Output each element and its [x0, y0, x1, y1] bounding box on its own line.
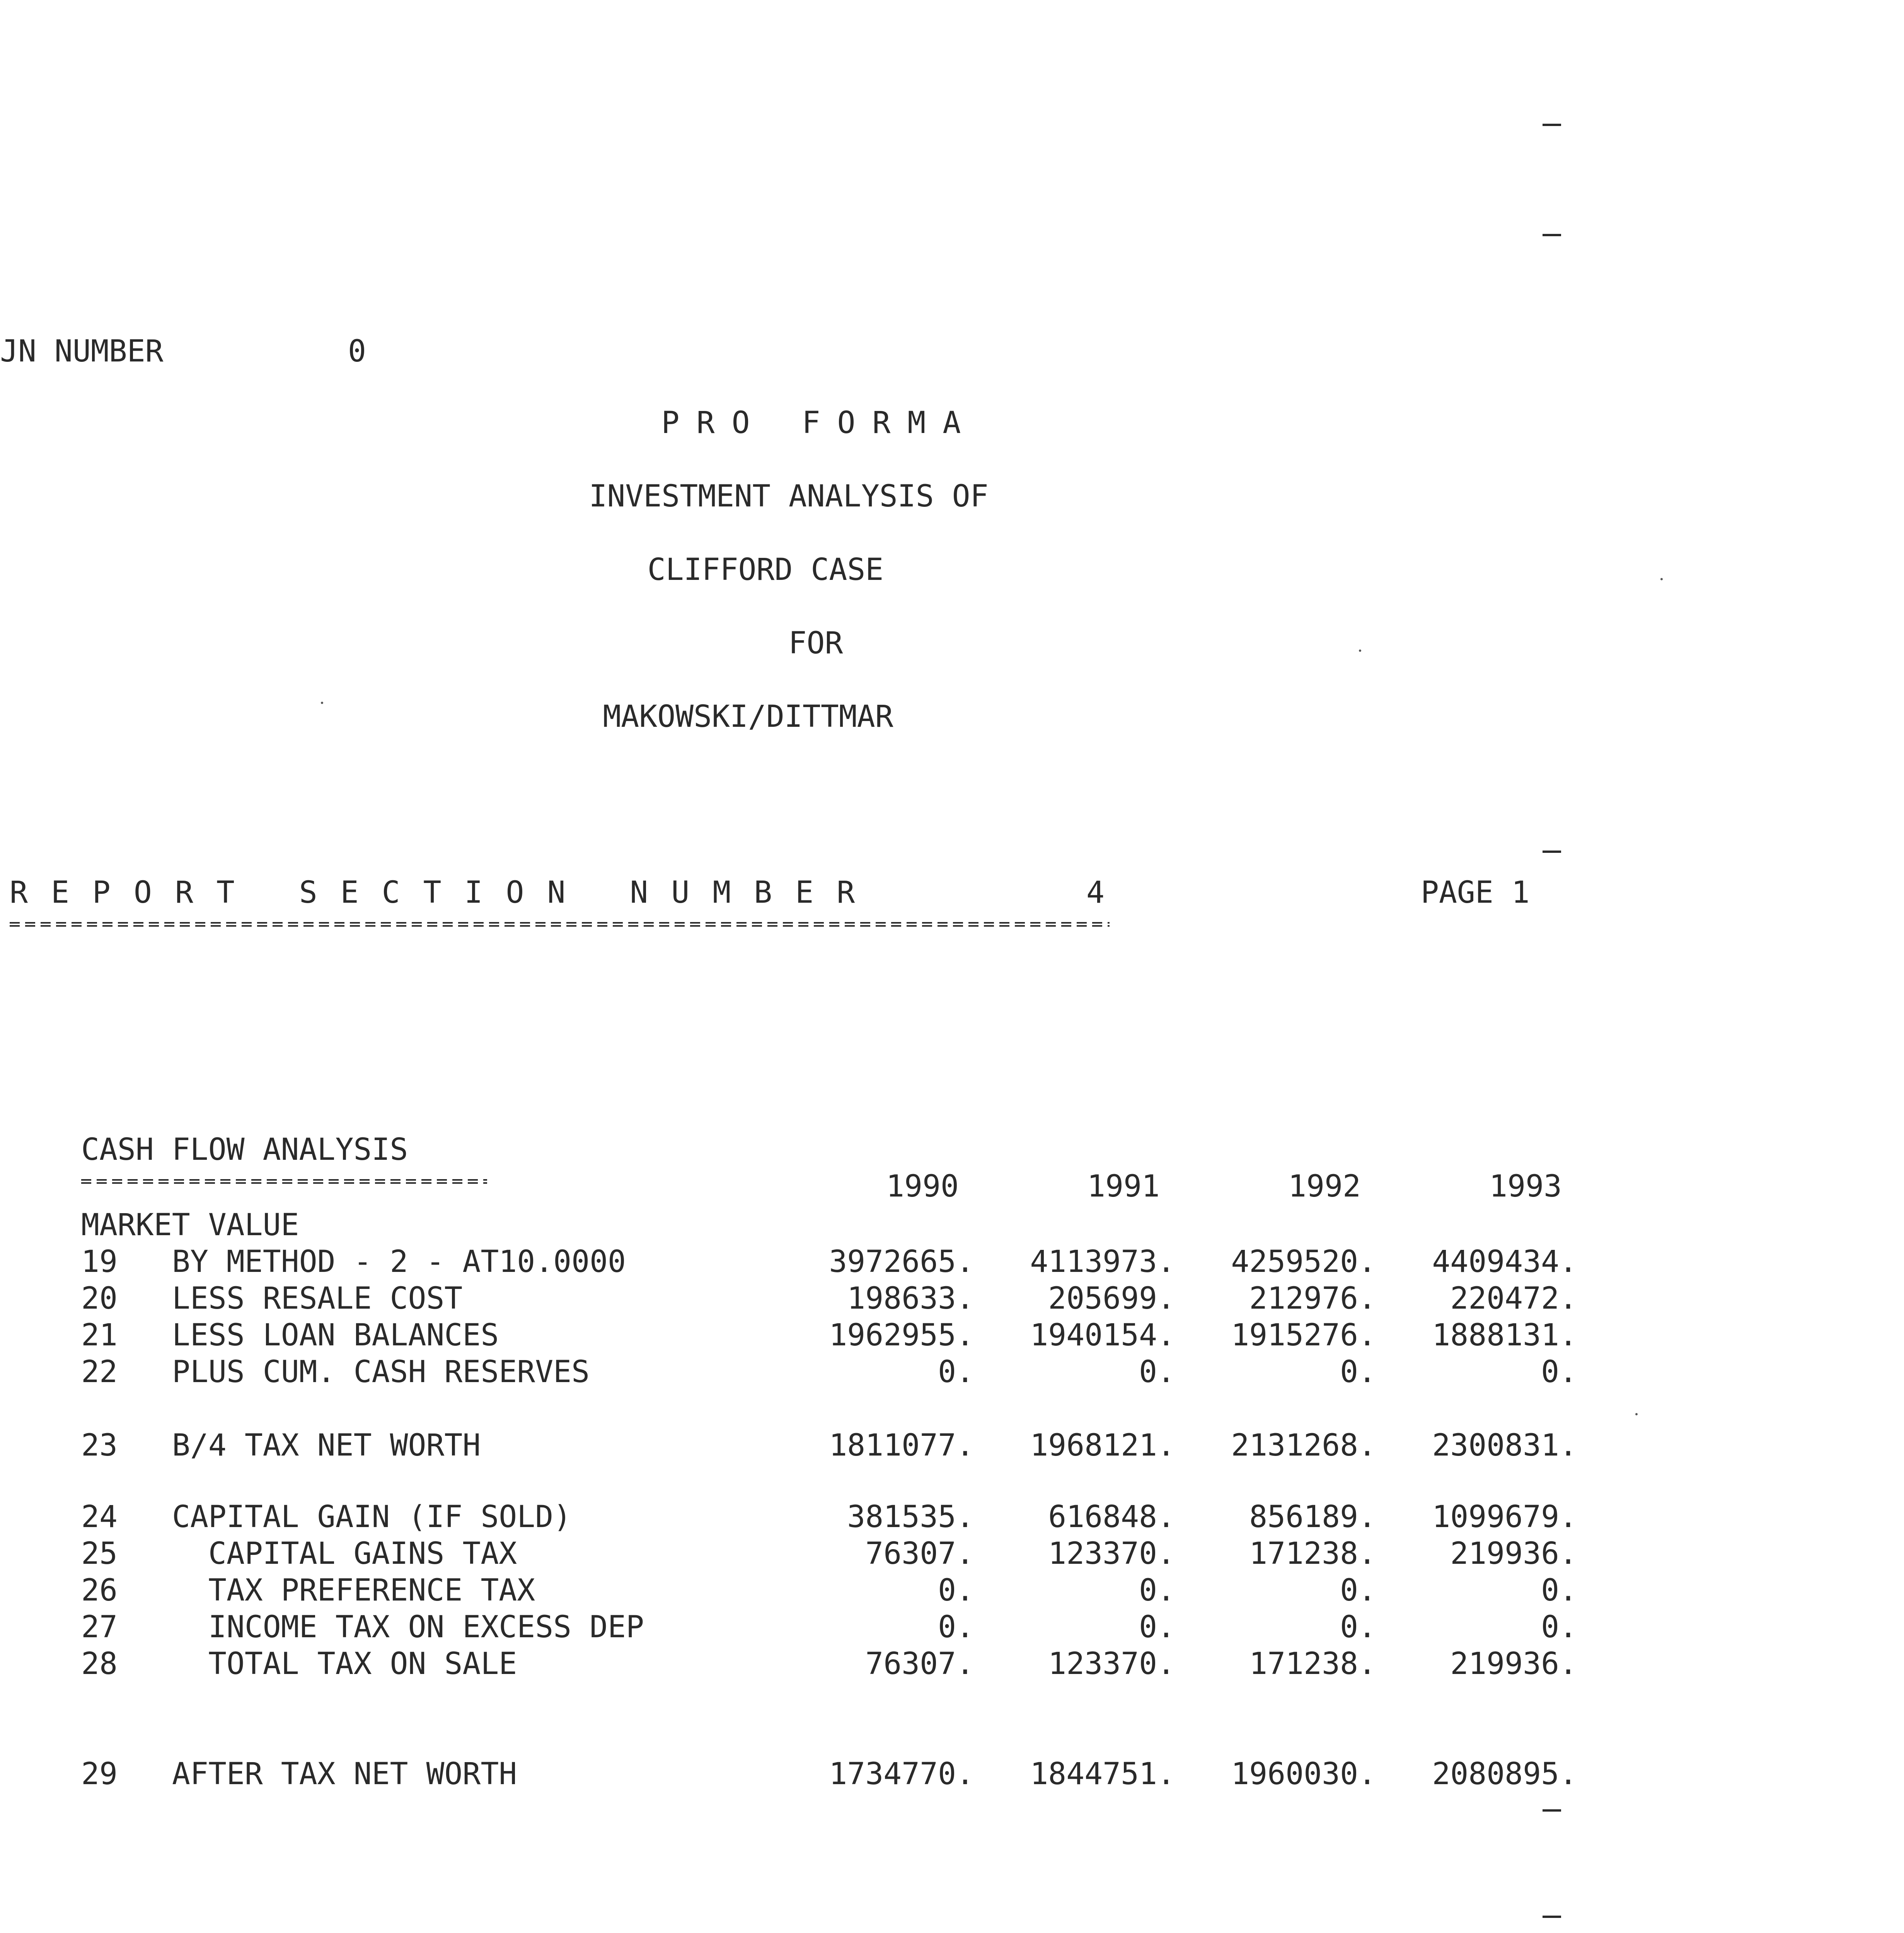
speck	[1635, 1413, 1638, 1415]
row-label: INCOME TAX ON EXCESS DEP	[172, 1610, 644, 1645]
table-cell: 0.	[938, 1355, 974, 1389]
table-cell: 2300831.	[1432, 1428, 1577, 1463]
row-label: B/4 TAX NET WORTH	[172, 1428, 481, 1463]
row-label: AFTER TAX NET WORTH	[172, 1757, 517, 1792]
table-title: CASH FLOW ANALYSIS	[81, 1132, 408, 1167]
run-number-label: JN NUMBER	[0, 334, 164, 369]
row-number: 29	[81, 1757, 118, 1792]
table-cell: 0.	[938, 1573, 974, 1608]
table-cell: 123370.	[1048, 1536, 1175, 1571]
row-label: LESS LOAN BALANCES	[172, 1318, 499, 1353]
table-cell: 0.	[1139, 1573, 1175, 1608]
table-cell: 171238.	[1249, 1647, 1376, 1681]
table-cell: 0.	[1541, 1573, 1577, 1608]
table-cell: 198633.	[847, 1281, 974, 1316]
row-number: 27	[81, 1610, 118, 1645]
table-cell: 2080895.	[1432, 1757, 1577, 1792]
table-cell: 219936.	[1450, 1536, 1577, 1571]
row-label: CAPITAL GAIN (IF SOLD)	[172, 1500, 572, 1534]
column-header-1992: 1992	[1288, 1169, 1361, 1204]
table-cell: 219936.	[1450, 1647, 1577, 1681]
speck	[1660, 578, 1663, 580]
table-cell: 0.	[1541, 1610, 1577, 1645]
table-cell: 76307.	[865, 1536, 974, 1571]
preparer-name: MAKOWSKI/DITTMAR	[603, 699, 893, 734]
table-cell: 381535.	[847, 1500, 974, 1534]
speck	[321, 702, 323, 704]
table-cell: 1940154.	[1030, 1318, 1175, 1353]
row-number: 26	[81, 1573, 118, 1608]
margin-dash	[1543, 1809, 1561, 1812]
table-cell: 3972665.	[829, 1244, 974, 1279]
table-cell: 4113973.	[1030, 1244, 1175, 1279]
table-cell: 0.	[1139, 1610, 1175, 1645]
for-label: FOR	[788, 626, 843, 661]
column-header-1991: 1991	[1087, 1169, 1160, 1204]
report-title: PRO FORMA	[661, 406, 978, 440]
row-number: 22	[81, 1355, 118, 1389]
table-title-underline	[81, 1179, 487, 1185]
margin-dash	[1543, 1916, 1561, 1918]
table-cell: 0.	[1139, 1355, 1175, 1389]
table-cell: 1968121.	[1030, 1428, 1175, 1463]
report-section-label: REPORT SECTION NUMBER	[10, 875, 878, 910]
row-label: LESS RESALE COST	[172, 1281, 463, 1316]
table-cell: 212976.	[1249, 1281, 1376, 1316]
row-label: CAPITAL GAINS TAX	[172, 1536, 517, 1571]
group-label-market-value: MARKET VALUE	[81, 1208, 299, 1243]
margin-dash	[1543, 234, 1561, 236]
row-label: PLUS CUM. CASH RESERVES	[172, 1355, 590, 1389]
row-number: 19	[81, 1244, 118, 1279]
speck	[1359, 649, 1361, 652]
table-cell: 1962955.	[829, 1318, 974, 1353]
row-number: 20	[81, 1281, 118, 1316]
table-cell: 1811077.	[829, 1428, 974, 1463]
table-cell: 856189.	[1249, 1500, 1376, 1534]
table-cell: 205699.	[1048, 1281, 1175, 1316]
table-cell: 1844751.	[1030, 1757, 1175, 1792]
table-cell: 76307.	[865, 1647, 974, 1681]
row-number: 28	[81, 1647, 118, 1681]
run-number-value: 0	[348, 334, 366, 369]
column-header-1993: 1993	[1489, 1169, 1562, 1204]
report-section-number: 4	[1086, 875, 1105, 910]
table-cell: 1888131.	[1432, 1318, 1577, 1353]
table-cell: 171238.	[1249, 1536, 1376, 1571]
column-header-1990: 1990	[886, 1169, 959, 1204]
table-cell: 4259520.	[1231, 1244, 1376, 1279]
table-cell: 1099679.	[1432, 1500, 1577, 1534]
table-cell: 0.	[1541, 1355, 1577, 1389]
table-cell: 1734770.	[829, 1757, 974, 1792]
table-cell: 616848.	[1048, 1500, 1175, 1534]
margin-dash	[1543, 124, 1561, 126]
table-cell: 220472.	[1450, 1281, 1577, 1316]
row-number: 25	[81, 1536, 118, 1571]
table-cell: 0.	[938, 1610, 974, 1645]
table-cell: 4409434.	[1432, 1244, 1577, 1279]
row-label: TOTAL TAX ON SALE	[172, 1647, 517, 1681]
table-cell: 0.	[1340, 1573, 1376, 1608]
row-number: 23	[81, 1428, 118, 1463]
page-number: PAGE 1	[1421, 875, 1530, 910]
section-underline	[10, 922, 1110, 927]
row-label: BY METHOD - 2 - AT10.0000	[172, 1244, 626, 1279]
report-subtitle: INVESTMENT ANALYSIS OF	[589, 479, 989, 514]
table-cell: 2131268.	[1231, 1428, 1376, 1463]
row-number: 24	[81, 1500, 118, 1534]
table-cell: 123370.	[1048, 1647, 1175, 1681]
row-label: TAX PREFERENCE TAX	[172, 1573, 535, 1608]
table-cell: 0.	[1340, 1610, 1376, 1645]
margin-dash	[1543, 851, 1561, 853]
client-name: CLIFFORD CASE	[647, 552, 884, 587]
table-cell: 1960030.	[1231, 1757, 1376, 1792]
table-cell: 1915276.	[1231, 1318, 1376, 1353]
table-cell: 0.	[1340, 1355, 1376, 1389]
row-number: 21	[81, 1318, 118, 1353]
